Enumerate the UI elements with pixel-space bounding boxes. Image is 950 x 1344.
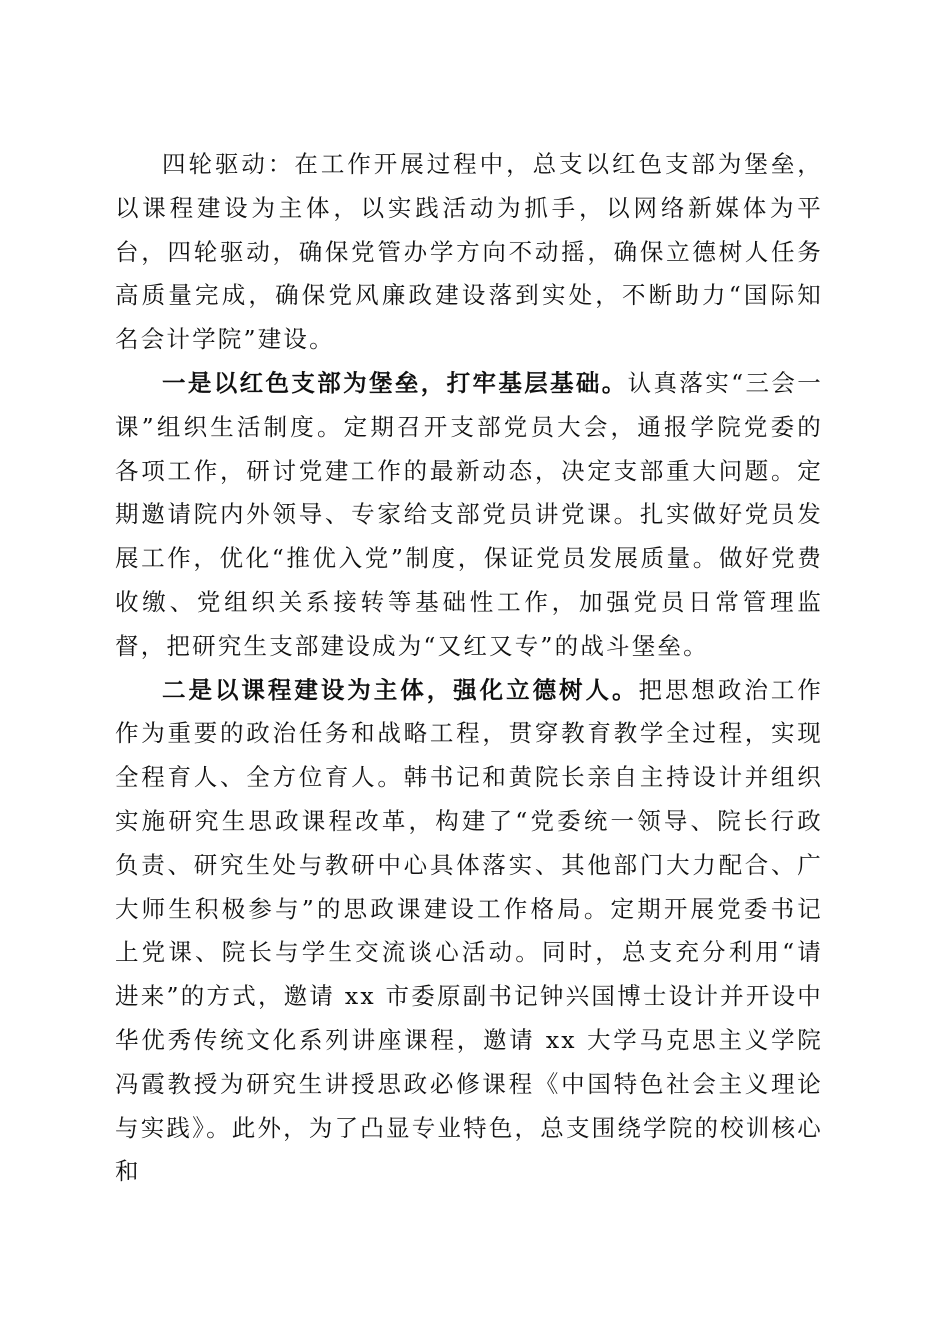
document-body xyxy=(115,143,823,1194)
paragraph-text: 四轮驱动：在工作开展过程中，总支以红色支部为堡垒，以课程建设为主体，以实践活动为抓手，以网络新媒体为平台，四轮驱动，确保党管办学方向不动摇，确保立德树人任务高质量完成，确保党风廉政建设落到实处，不断助力“国际知名会计学院”建设。 xyxy=(115,150,823,354)
paragraph-lead: 一是以红色支部为堡垒，打牢基层基础。 xyxy=(162,368,628,397)
paragraph-red-branch xyxy=(115,362,823,669)
paragraph-text: 把思想政治工作作为重要的政治任务和战略工程，贯穿教育教学全过程，实现全程育人、全方位育人。韩书记和黄院长亲自主持设计并组织实施研究生思政课程改革，构建了“党委统一领导、院长行政负责、研究生处与教研中心具体落实、其他部门大力配合、广大师生积极参与”的思政课建设工作格局。定期开展党委书记上党课、院长与学生交流谈心活动。同时，总支充分利用“请进来”的方式，邀请 xx 市委原副书记钟兴国博士设计并开设中华优秀传统文化系列讲座课程，邀请 xx 大学马克思主义学院冯霞教授为研究生讲授思政必修课程《中国特色社会主义理论与实践》。此外，为了凸显专业特色，总支围绕学院的校训核心和 xyxy=(115,675,823,1186)
paragraph-lead: 二是以课程建设为主体，强化立德树人。 xyxy=(162,675,639,704)
paragraph-text: 认真落实“三会一课”组织生活制度。定期召开支部党员大会，通报学院党委的各项工作，研讨党建工作的最新动态，决定支部重大问题。定期邀请院内外领导、专家给支部党员讲党课。扎实做好党员发展工作，优化“推优入党”制度，保证党员发展质量。做好党费收缴、党组织关系接转等基础性工作，加强党员日常管理监督，把研究生支部建设成为“又红又专”的战斗堡垒。 xyxy=(115,368,823,660)
paragraph-four-wheel-drive xyxy=(115,143,823,362)
paragraph-curriculum xyxy=(115,669,823,1195)
